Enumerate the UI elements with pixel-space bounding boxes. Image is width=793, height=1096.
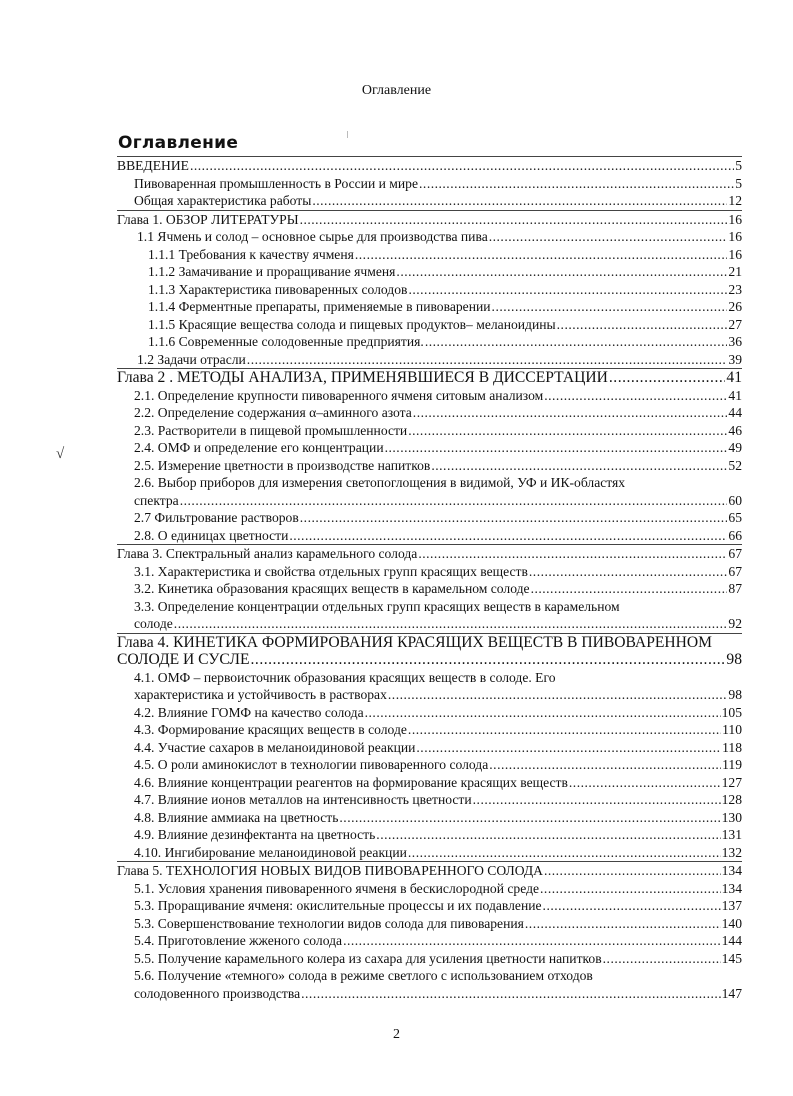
toc-entry[interactable] <box>117 351 742 369</box>
toc-entry-title: 4.8. Влияние аммиака на цветность <box>134 809 339 825</box>
toc-entry-title: 1.1 Ячмень и солод – основное сырье для производства пива <box>137 229 488 244</box>
toc-page-number: 131 <box>721 827 742 842</box>
toc-entry-title: 1.1.5 Красящие вещества солода и пищевых продуктов– меланоидины <box>148 316 556 332</box>
toc-page-number: 5 <box>735 175 742 191</box>
toc-entry-title: 4.3. Формирование красящих веществ в солоде <box>134 722 407 737</box>
toc-entry-title: Пивоваренная промышленность в России и мире <box>134 175 419 191</box>
toc-entry-title: Глава 2 . МЕТОДЫ АНАЛИЗА, ПРИМЕНЯВШИЕСЯ В ДИССЕРТАЦИИ <box>117 369 608 386</box>
toc-page-number: 134 <box>721 880 742 896</box>
toc-entry[interactable] <box>117 774 742 792</box>
toc-entry[interactable] <box>117 263 742 281</box>
dot-leader <box>289 527 727 545</box>
toc-entry[interactable] <box>117 669 742 704</box>
toc-entry-title-continued: солодовенного производства <box>134 985 301 1001</box>
toc-entry-title: 4.9. Влияние дезинфектанта на цветность <box>134 827 376 842</box>
toc-entry[interactable] <box>117 192 742 210</box>
toc-entry[interactable] <box>117 897 742 915</box>
dot-leader <box>355 246 728 264</box>
toc-entry[interactable] <box>117 246 742 264</box>
toc-entry[interactable] <box>117 156 742 175</box>
toc-entry[interactable] <box>117 316 742 334</box>
toc-entry[interactable] <box>117 422 742 440</box>
toc-entry-title: 5.4. Приготовление жженого солода <box>134 933 343 948</box>
toc-page-number: 147 <box>721 985 742 1001</box>
toc-entry[interactable] <box>117 704 742 722</box>
dot-leader <box>540 880 721 898</box>
toc-entry-title: 2.3. Растворители в пищевой промышленности <box>134 422 408 438</box>
toc-page-number: 66 <box>728 527 742 543</box>
running-head: Оглавление <box>361 83 432 98</box>
toc-page-number: 98 <box>726 651 742 668</box>
toc-entry[interactable] <box>117 580 742 598</box>
dot-leader <box>544 862 721 880</box>
toc-entry-title: 4.1. ОМФ – первоисточник образования красящих веществ в солоде. Его <box>134 669 556 685</box>
dot-leader <box>569 774 721 792</box>
toc-entry-title: 5.3. Совершенствование технологии видов солода для пивоварения <box>134 915 524 931</box>
toc-entry[interactable] <box>117 950 742 968</box>
toc-entry-title: 5.3. Проращивание ячменя: окислительные процессы и их подавление <box>134 898 542 913</box>
toc-entry-title: Общая характеристика работы <box>134 193 312 208</box>
toc-page-number: 145 <box>721 950 742 966</box>
toc-entry-title: 3.2. Кинетика образования красящих веществ в карамельном солоде <box>134 581 530 596</box>
dot-leader <box>251 651 726 669</box>
toc-page-number: 110 <box>722 722 742 737</box>
toc-entry-title: 1.1.2 Замачивание и проращивание ячменя <box>148 264 396 279</box>
dot-leader <box>525 915 721 933</box>
dot-leader <box>376 826 720 844</box>
toc-entry[interactable] <box>117 368 742 387</box>
toc-page-number: 46 <box>728 422 742 438</box>
toc-page-number: 44 <box>728 405 742 420</box>
toc-page-number: 137 <box>721 898 742 913</box>
toc-page-number: 87 <box>728 581 742 596</box>
toc-page-number: 16 <box>728 246 742 262</box>
scan-mark <box>347 131 348 138</box>
toc-entry-title-continued: спектра <box>134 492 179 508</box>
margin-check-mark: √ <box>56 446 65 462</box>
toc-entry-title: 4.2. Влияние ГОМФ на качество солода <box>134 704 364 720</box>
toc-page-number: 41 <box>726 369 742 386</box>
toc-entry[interactable] <box>117 756 742 774</box>
toc-entry-title-continued: солоде <box>134 616 173 631</box>
toc-entry-title: 2.5. Измерение цветности в производстве напитков <box>134 457 431 473</box>
toc-entry[interactable] <box>117 404 742 422</box>
toc-page-number: 27 <box>728 316 742 332</box>
toc-entry-title: 1.1.1 Требования к качеству ячменя <box>148 246 354 262</box>
toc-entry-title: 1.2 Задачи отрасли <box>137 351 246 367</box>
toc-entry-title: 5.1. Условия хранения пивоваренного ячменя в бескислородной среде <box>134 880 540 896</box>
toc-entry[interactable] <box>117 544 742 563</box>
toc-entry[interactable] <box>117 527 742 545</box>
toc-entry[interactable] <box>117 439 742 457</box>
toc-page-number: 67 <box>728 563 742 579</box>
dot-leader <box>531 580 728 598</box>
toc-page-number: 132 <box>721 844 742 860</box>
toc-page-number: 49 <box>728 440 742 455</box>
toc-entry[interactable] <box>117 228 742 246</box>
toc-page-number: 144 <box>721 933 742 948</box>
toc-entry[interactable] <box>117 915 742 933</box>
dot-leader <box>492 298 728 316</box>
toc-entry[interactable] <box>117 791 742 809</box>
toc-entry[interactable] <box>117 809 742 827</box>
dot-leader <box>408 281 727 299</box>
toc-page-number: 36 <box>728 334 742 349</box>
toc-entry-title: 1.1.3 Характеристика пивоваренных солодов <box>148 281 408 297</box>
toc-entry[interactable] <box>117 457 742 475</box>
toc-entry-title: 4.5. О роли аминокислот в технологии пивоваренного солода <box>134 757 489 772</box>
dot-leader <box>544 387 727 405</box>
page-number: 2 <box>393 1027 400 1042</box>
toc-entry[interactable] <box>117 844 742 862</box>
toc-page-number: 128 <box>721 792 742 807</box>
toc-page-number: 52 <box>728 457 742 473</box>
dot-leader <box>180 492 728 510</box>
toc-entry[interactable] <box>117 721 742 739</box>
toc-entry[interactable] <box>117 281 742 299</box>
toc-entry[interactable] <box>117 880 742 898</box>
toc-entry-title: 3.1. Характеристика и свойства отдельных групп красящих веществ <box>134 563 528 579</box>
dot-leader <box>529 563 728 581</box>
dot-leader <box>489 756 721 774</box>
toc-page-number: 5 <box>735 158 742 173</box>
toc-entry[interactable] <box>117 861 742 880</box>
dot-leader <box>473 791 721 809</box>
dot-leader <box>339 809 720 827</box>
table-of-contents <box>117 156 742 1002</box>
toc-page-number: 130 <box>721 809 742 825</box>
dot-leader <box>388 686 728 704</box>
toc-entry-title: Глава 1. ОБЗОР ЛИТЕРАТУРЫ <box>117 211 299 227</box>
toc-entry-title: 5.6. Получение «темного» солода в режиме светлого с использованием отходов <box>134 968 593 983</box>
toc-entry[interactable] <box>117 333 742 351</box>
toc-entry-title: 1.1.6 Современные солодовенные предприятия. <box>148 334 424 349</box>
toc-entry-title: 2.1. Определение крупности пивоваренного ячменя ситовым анализом <box>134 387 544 403</box>
dot-leader <box>557 316 728 334</box>
dot-leader <box>343 932 721 950</box>
toc-entry-title: 2.2. Определение содержания α–аминного азота <box>134 405 412 420</box>
toc-heading: Оглавление <box>118 133 239 153</box>
dot-leader <box>418 545 727 563</box>
dot-leader <box>396 263 727 281</box>
toc-page-number: 26 <box>728 299 742 314</box>
toc-entry[interactable] <box>117 598 742 633</box>
toc-page-number: 92 <box>728 616 742 631</box>
dot-leader <box>300 509 728 527</box>
dot-leader <box>365 704 721 722</box>
toc-entry-title: 1.1.4 Ферментные препараты, применяемые в пивоварении <box>148 299 491 314</box>
dot-leader <box>431 457 727 475</box>
toc-entry-title: ВВЕДЕНИЕ <box>117 158 189 173</box>
dot-leader <box>408 844 721 862</box>
dot-leader <box>385 439 728 457</box>
dot-leader <box>413 404 728 422</box>
dot-leader <box>543 897 721 915</box>
toc-entry[interactable] <box>117 932 742 950</box>
toc-entry-title: 4.6. Влияние концентрации реагентов на формирование красящих веществ <box>134 774 568 790</box>
toc-entry-title: 2.4. ОМФ и определение его концентрации <box>134 440 384 455</box>
toc-entry[interactable] <box>117 509 742 527</box>
toc-entry[interactable] <box>117 210 742 229</box>
toc-entry[interactable] <box>117 563 742 581</box>
toc-page-number: 16 <box>728 229 742 244</box>
toc-entry-title: 2.8. О единицах цветности <box>134 527 289 543</box>
dot-leader <box>603 950 721 968</box>
toc-entry-title: 4.7. Влияние ионов металлов на интенсивность цветности <box>134 792 472 807</box>
toc-entry[interactable] <box>117 387 742 405</box>
toc-entry[interactable] <box>117 826 742 844</box>
toc-page-number: 140 <box>721 915 742 931</box>
dot-leader <box>425 333 728 351</box>
dot-leader <box>489 228 728 246</box>
toc-entry[interactable] <box>117 175 742 193</box>
dot-leader <box>609 369 726 387</box>
dot-leader <box>312 192 727 210</box>
toc-page-number: 12 <box>728 193 742 208</box>
toc-entry[interactable] <box>117 474 742 509</box>
toc-entry[interactable] <box>117 739 742 757</box>
toc-page-number: 127 <box>721 774 742 790</box>
toc-entry-title-continued: СОЛОДЕ И СУСЛЕ <box>117 651 250 668</box>
toc-page-number: 119 <box>722 757 742 772</box>
toc-entry-title-continued: характеристика и устойчивость в растворах <box>134 687 387 702</box>
toc-entry-title: 3.3. Определение концентрации отдельных групп красящих веществ в карамельном <box>134 598 620 614</box>
toc-page-number: 65 <box>728 510 742 525</box>
dot-leader <box>301 985 720 1003</box>
dot-leader <box>408 422 727 440</box>
toc-entry-title: Глава 4. КИНЕТИКА ФОРМИРОВАНИЯ КРАСЯЩИХ ВЕЩЕСТВ В ПИВОВАРЕННОМ <box>117 633 713 651</box>
toc-entry[interactable] <box>117 633 742 669</box>
toc-page-number: 67 <box>728 546 742 561</box>
toc-page-number: 41 <box>728 387 742 403</box>
toc-entry-title: 2.7 Фильтрование растворов <box>134 510 299 525</box>
toc-entry[interactable] <box>117 298 742 316</box>
toc-page-number: 39 <box>728 351 742 367</box>
toc-page-number: 23 <box>728 281 742 297</box>
toc-entry-title: Глава 3. Спектральный анализ карамельного солода <box>117 546 418 561</box>
dot-leader <box>247 351 728 369</box>
toc-page-number: 98 <box>728 687 742 702</box>
toc-page-number: 16 <box>728 211 742 227</box>
dot-leader <box>300 211 728 229</box>
toc-entry-title: 4.10. Ингибирование меланоидиновой реакции <box>134 844 407 860</box>
toc-entry-title: Глава 5. ТЕХНОЛОГИЯ НОВЫХ ВИДОВ ПИВОВАРЕННОГО СОЛОДА <box>117 863 543 878</box>
dot-leader <box>190 157 734 175</box>
toc-page-number: 134 <box>721 863 742 878</box>
toc-page-number: 118 <box>722 739 742 755</box>
dot-leader <box>416 739 721 757</box>
toc-entry-title: 5.5. Получение карамельного колера из сахара для усиления цветности напитков <box>134 950 602 966</box>
dot-leader <box>419 175 734 193</box>
toc-entry[interactable] <box>117 967 742 1002</box>
toc-entry-title: 4.4. Участие сахаров в меланоидиновой реакции <box>134 739 416 755</box>
toc-entry-title: 2.6. Выбор приборов для измерения светопоглощения в видимой, УФ и ИК-областях <box>134 475 626 490</box>
dot-leader <box>174 615 728 633</box>
dot-leader <box>408 721 721 739</box>
toc-page-number: 105 <box>721 704 742 720</box>
toc-page-number: 21 <box>728 264 742 279</box>
toc-page-number: 60 <box>728 492 742 508</box>
